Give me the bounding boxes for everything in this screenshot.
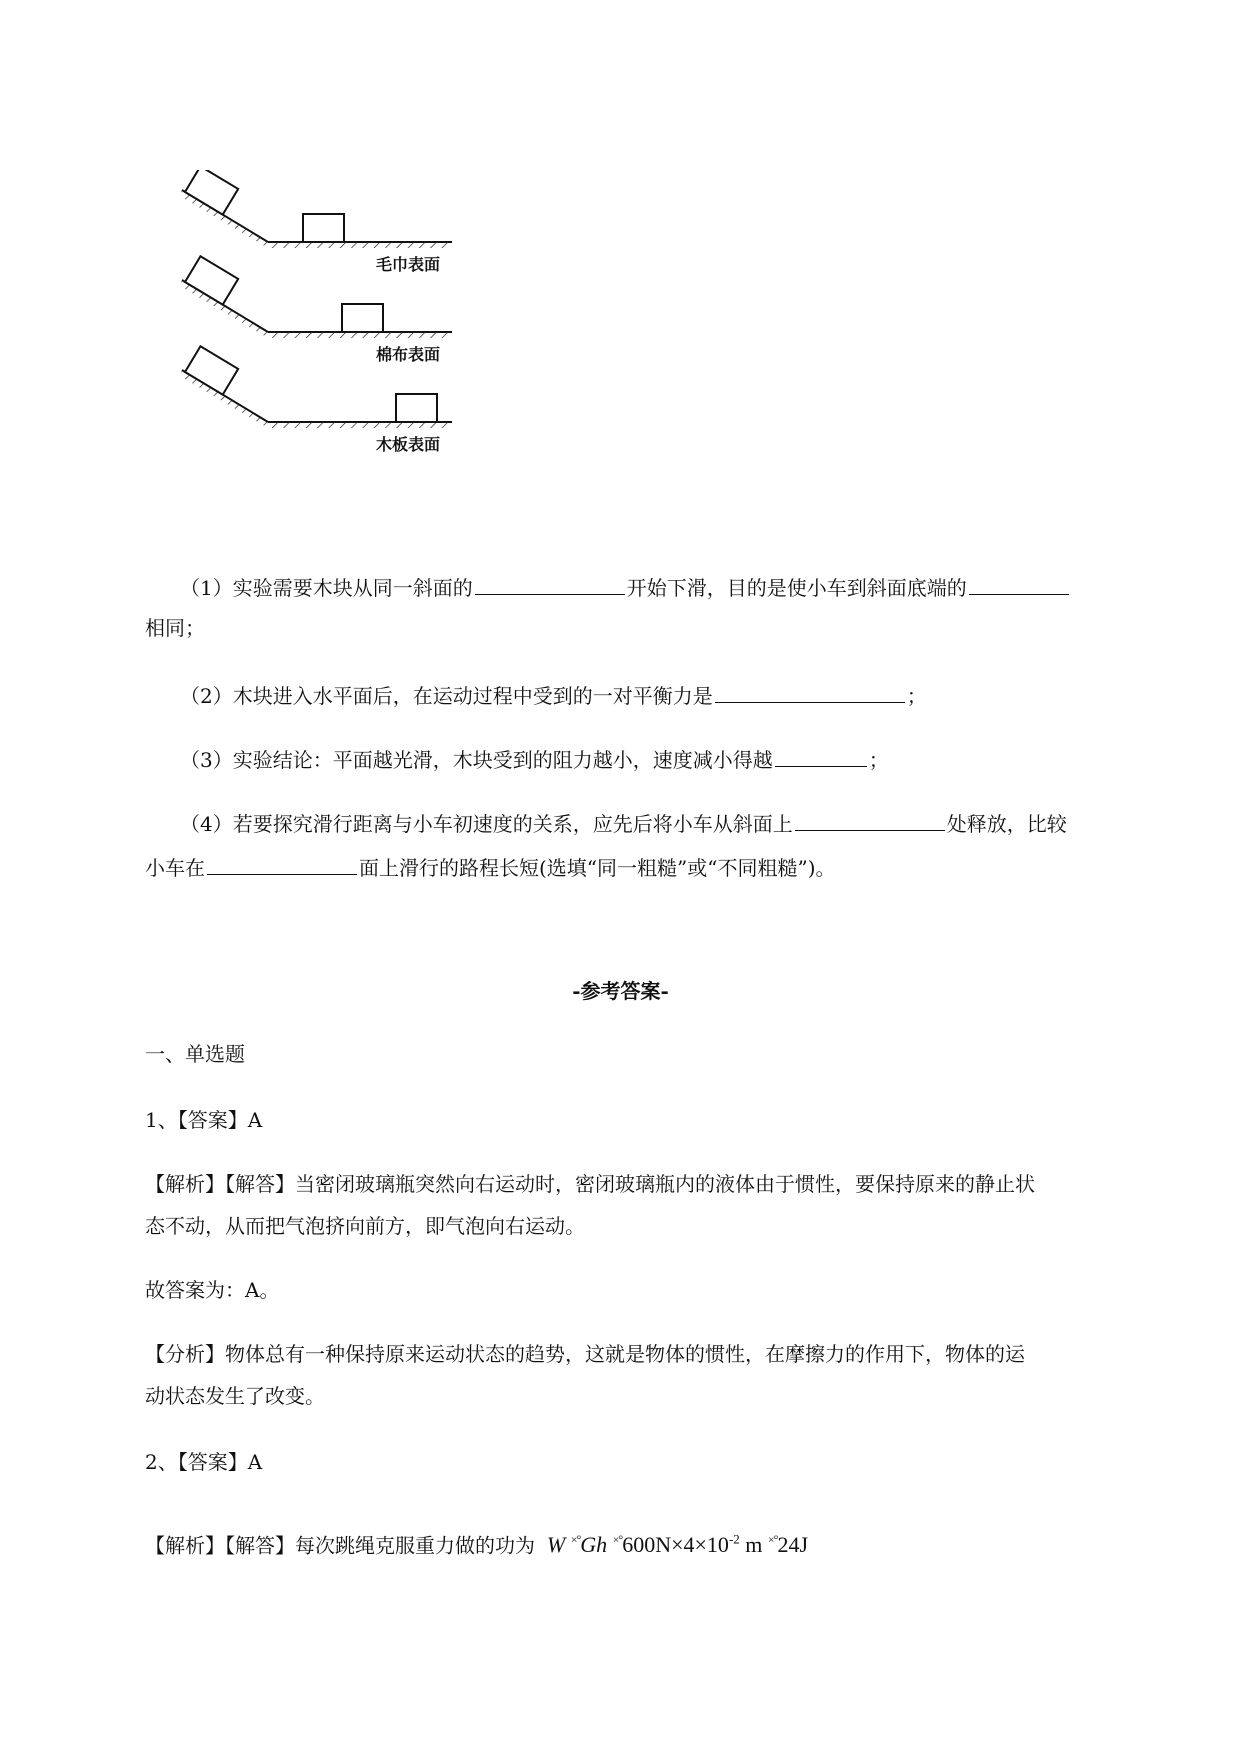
q3-blank: [775, 744, 867, 767]
answer-1-result: 故答案为：A。: [145, 1278, 280, 1302]
answer-1-heading: 1、【答案】A: [145, 1108, 263, 1132]
formula-unit: m: [739, 1532, 763, 1558]
answer-1-analysis-line-2: 态不动，从而把气泡挤向前方，即气泡向右运动。: [145, 1214, 585, 1238]
formula-garble-3: ×°: [767, 1533, 778, 1547]
q1-blank-1: [475, 572, 625, 595]
formula-w: W: [546, 1532, 566, 1558]
q4-text-c: 小车在: [145, 856, 205, 880]
q4-text-b: 处释放，比较: [946, 812, 1067, 836]
answers-section-heading: 一、单选题: [145, 1042, 245, 1066]
answers-title: -参考答案-: [572, 979, 669, 1003]
q1-text-b: 开始下滑，目的是使小车到斜面底端的: [626, 576, 967, 600]
answer-2-analysis-text: 【解析】【解答】每次跳绳克服重力做的功为: [145, 1533, 535, 1558]
q4-blank-1: [795, 808, 945, 831]
answer-2-heading: 2、【答案】A: [145, 1450, 263, 1474]
answer-1-note-line-1: 【分析】物体总有一种保持原来运动状态的趋势，这就是物体的惯性，在摩擦力的作用下，物体的运: [145, 1342, 1025, 1366]
formula-garble-2: ×°: [612, 1533, 623, 1547]
q1-blank-2: [969, 572, 1069, 595]
formula-result: 24J: [777, 1532, 809, 1558]
answer-1-note-line-2: 动状态发生了改变。: [145, 1384, 325, 1408]
q4-text-d: 面上滑行的路程长短(选填“同一粗糙”或“不同粗糙”)。: [359, 856, 836, 880]
question-2: [180, 680, 927, 710]
answer-1-analysis-line-1: 【解析】【解答】当密闭玻璃瓶突然向右运动时，密闭玻璃瓶内的液体由于惯性，要保持原来的静止状: [145, 1172, 1035, 1196]
formula-gh: Gh: [580, 1532, 608, 1558]
q3-text-a: （3）实验结论：平面越光滑，木块受到的阻力越小，速度减小得越: [180, 748, 773, 772]
question-3: [180, 744, 889, 774]
q2-text-a: （2）木块进入水平面后，在运动过程中受到的一对平衡力是: [180, 684, 713, 708]
figure-label-wood: 木板表面: [376, 435, 441, 454]
figure-label-towel: 毛巾表面: [376, 255, 441, 274]
question-1-line-2: [145, 614, 205, 642]
question-4-line-1: [180, 808, 1067, 838]
formula-garble-1: ×°: [570, 1533, 581, 1547]
q2-blank: [715, 680, 905, 703]
q2-text-b: ；: [906, 684, 927, 708]
q4-blank-2: [207, 852, 357, 875]
work-formula: [541, 1532, 808, 1557]
question-1-line-1: [180, 572, 1071, 602]
formula-mid: 600N×4×10: [622, 1532, 729, 1558]
figure-label-cotton: 棉布表面: [376, 345, 441, 364]
q1-text-c: 相同；: [145, 616, 205, 640]
q4-text-a: （4）若要探究滑行距离与小车初速度的关系，应先后将小车从斜面上: [180, 812, 793, 836]
incline-diagram: [180, 170, 520, 510]
q1-text-a: （1）实验需要木块从同一斜面的: [180, 576, 473, 600]
q3-text-b: ；: [868, 748, 889, 772]
incline-experiment-figure: [180, 170, 520, 510]
formula-exp: -2: [728, 1532, 740, 1547]
row-towel: [180, 170, 452, 274]
answer-2-analysis: [145, 1526, 808, 1559]
question-4-line-2: [145, 852, 836, 882]
